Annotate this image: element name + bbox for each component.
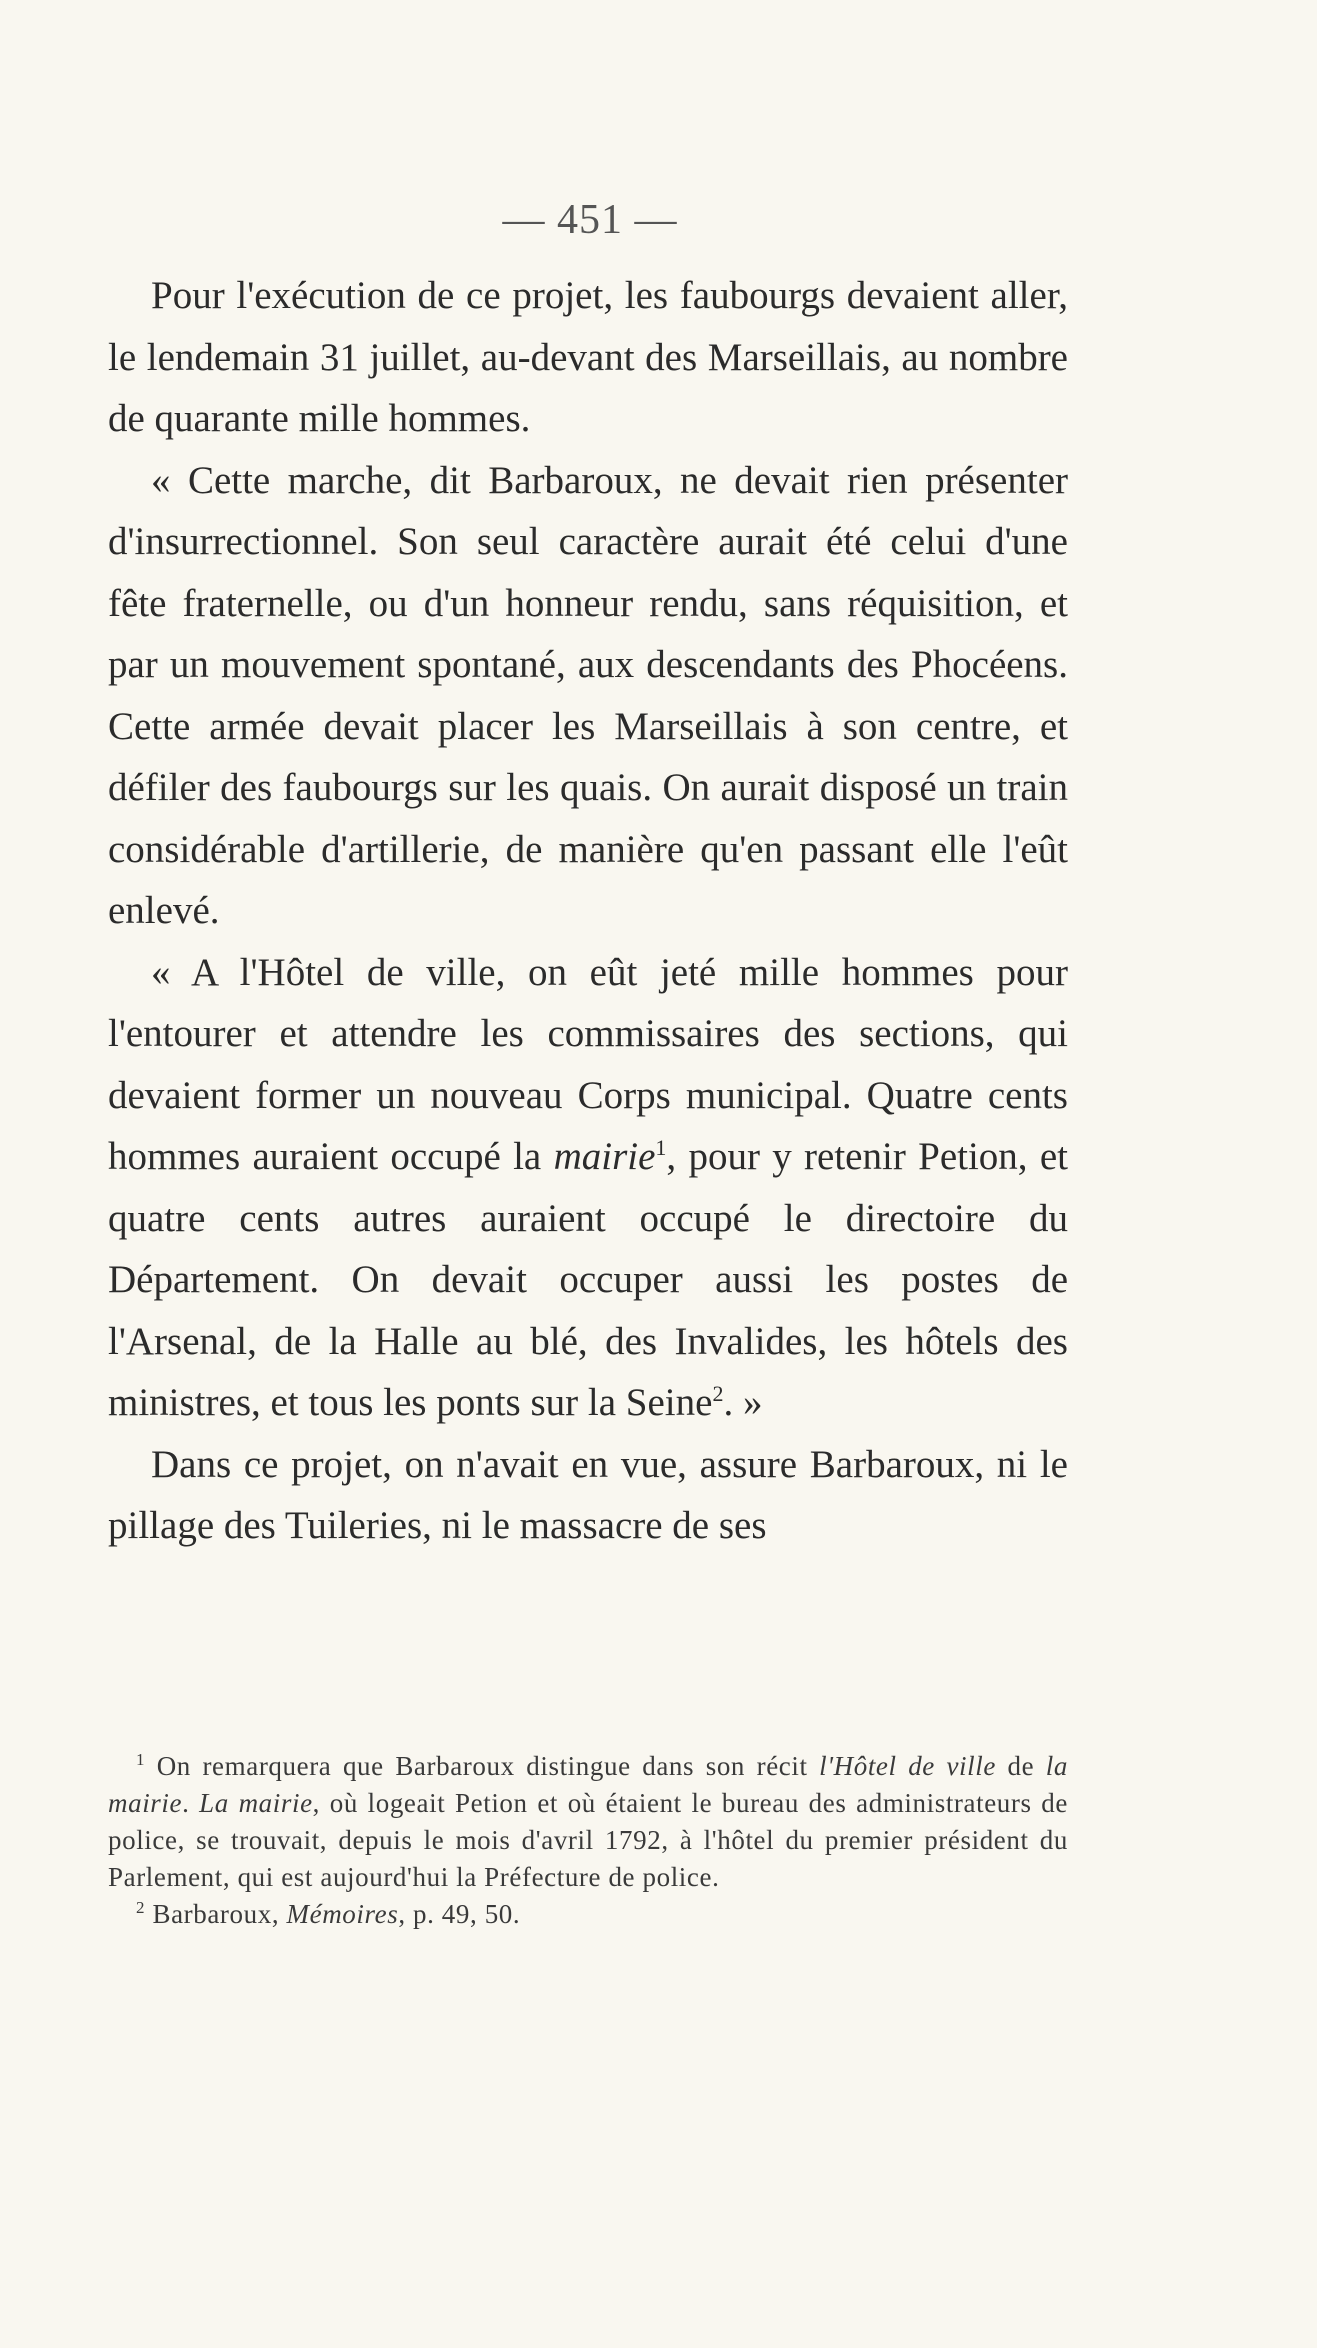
- paragraph: « Cette marche, dit Barbaroux, ne devait rien présenter d'insurrectionnel. Son seul caractère aurait été celui d'une fête fraternelle, ou d'un honneur rendu, sans réquisition, et par un mouvement spontané, aux descendants des Phocéens. Cette armée devait placer les Marseillais à son centre, et défiler des faubourgs sur les quais. On aurait disposé un train considérable d'artillerie, de manière qu'en passant elle l'eût enlevé.: [108, 458, 1068, 932]
- footnote-text: On remarquera que Barbaroux distingue dans son récit: [145, 1751, 820, 1781]
- paragraph-text: , pour y retenir Petion, et quatre cents autres auraient occupé le directoire du Département. On devait occuper aussi les postes de l'Arsenal, de la Halle au blé, des Invalides, les hôtels des ministres, et tous les ponts sur la Seine: [108, 1135, 1068, 1424]
- footnote-number: 1: [136, 1750, 146, 1769]
- italic-text: mairie: [553, 1135, 656, 1178]
- footnote-text: .: [182, 1788, 200, 1818]
- footnotes: [108, 1748, 1068, 1933]
- footnote-text: Barbaroux,: [145, 1899, 287, 1929]
- footnote: [108, 1896, 1068, 1933]
- paragraph: Pour l'exécution de ce projet, les faubourgs devaient aller, le lendemain 31 juillet, au-devant des Marseillais, au nombre de quarante mille hommes.: [108, 274, 1068, 440]
- footnote-text: de: [995, 1751, 1046, 1781]
- footnote-reference[interactable]: 2: [712, 1381, 724, 1406]
- paragraph: [108, 942, 1068, 1434]
- footnote-reference[interactable]: 1: [655, 1135, 667, 1160]
- italic-text: La mairie: [199, 1788, 313, 1818]
- main-text: [108, 265, 1068, 1557]
- footnote-text: , p. 49, 50.: [398, 1899, 521, 1929]
- paragraph-text: . »: [723, 1381, 763, 1424]
- footnote: [108, 1748, 1068, 1896]
- footnote-text: , où logeait Petion et où étaient le bureau des administrateurs de police, se trouvait, depuis le mois d'avril 1792, à l'hôtel du premier président du Parlement, qui est aujourd'hui la Préfecture de police.: [108, 1788, 1068, 1892]
- italic-text: la mairie: [108, 1751, 1068, 1818]
- paragraph-text: « A l'Hôtel de ville, on eût jeté mille hommes pour l'entourer et attendre les commissaires des sections, qui devaient former un nouveau Corps municipal. Quatre cents hommes auraient occupé la: [108, 950, 1068, 1178]
- paragraph: Dans ce projet, on n'avait en vue, assure Barbaroux, ni le pillage des Tuileries, ni le massacre de ses: [108, 1442, 1068, 1547]
- page-number: — 451 —: [502, 197, 678, 243]
- italic-text: Mémoires: [286, 1899, 399, 1929]
- footnote-number: 2: [136, 1898, 146, 1917]
- italic-text: l'Hôtel de ville: [819, 1751, 996, 1781]
